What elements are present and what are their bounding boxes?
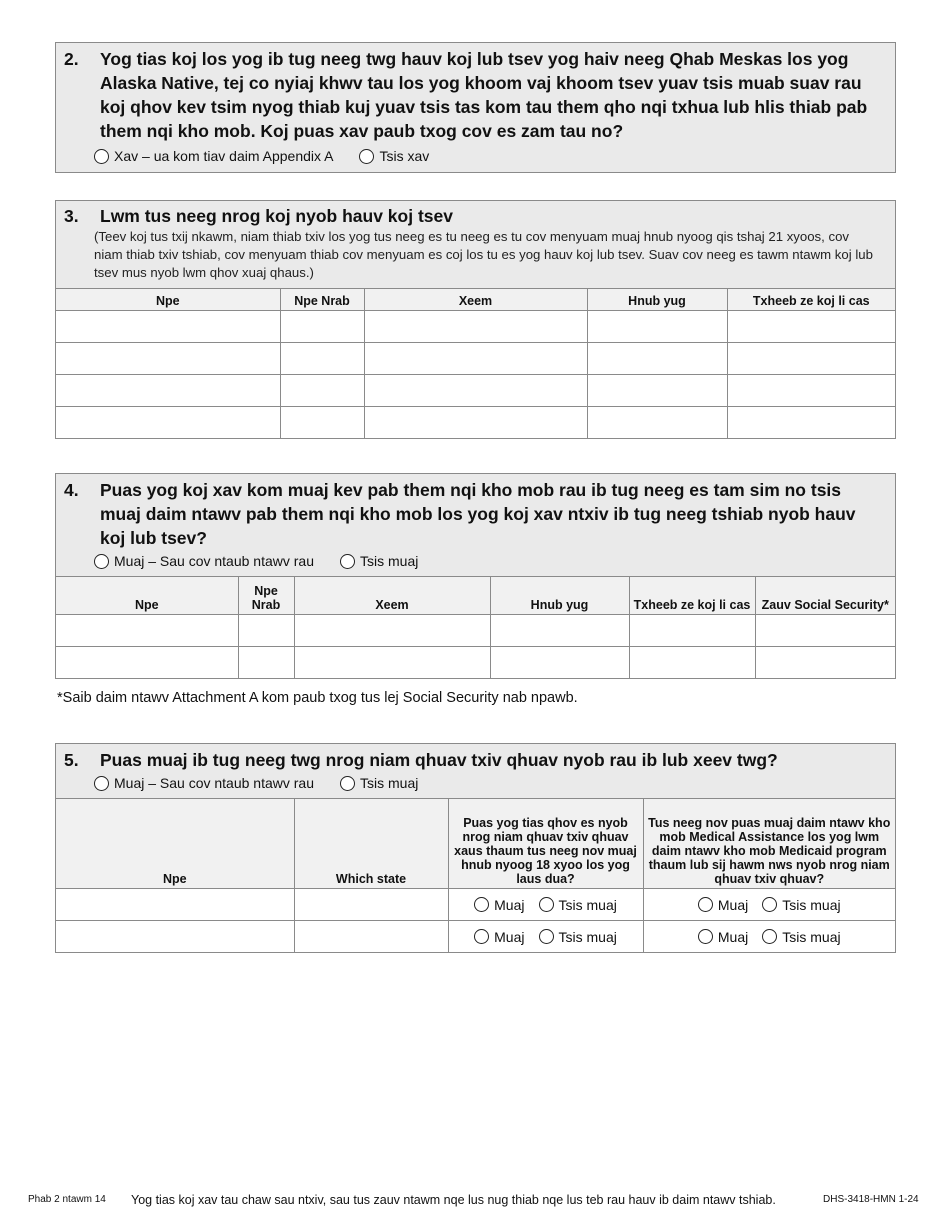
q4-option-yes[interactable] (94, 553, 314, 569)
input-cell[interactable] (587, 407, 727, 439)
radio-button[interactable] (539, 929, 554, 944)
question-2-number: 2. (64, 49, 79, 69)
column-header: Which state (294, 799, 448, 889)
input-cell[interactable] (294, 921, 448, 953)
q4-option-no-label: Tsis muaj (360, 553, 419, 569)
radio-button[interactable] (94, 776, 109, 791)
yes-label: Muaj (494, 928, 525, 945)
question-3-section (55, 200, 896, 439)
foster-care-table (56, 798, 895, 952)
input-cell[interactable] (280, 407, 364, 439)
radio-button[interactable] (340, 554, 355, 569)
radio-button[interactable] (698, 929, 713, 944)
radio-button[interactable] (94, 149, 109, 164)
input-cell[interactable] (490, 615, 629, 647)
yes-label: Muaj (717, 896, 749, 913)
question-2-section (55, 42, 896, 173)
question-3-note: (Teev koj tus txij nkawm, niam thiab txiv los yog tus neeg es tu neeg es tu cov menyuam muaj hnub nyoog qis tshaj 21 xyoos, cov niam thiab txiv tshiab, cov menyuam thiab cov menyuam es coj los tu es yog hauv koj lub tsev. Suav cov neeg es tawm ntawm koj lub tsev mus nyob lwm qhov xuaj qhaus.) (94, 229, 873, 280)
q2-option-no[interactable] (359, 148, 429, 164)
input-cell[interactable] (56, 921, 294, 953)
input-cell[interactable] (727, 343, 895, 375)
table-row (56, 343, 895, 375)
column-header: Hnub yug (587, 289, 727, 311)
input-cell[interactable] (755, 615, 895, 647)
input-cell[interactable] (755, 647, 895, 679)
table-row (56, 311, 895, 343)
question-5-section (55, 743, 896, 953)
input-cell[interactable] (280, 311, 364, 343)
question-4-section (55, 473, 896, 679)
radio-button[interactable] (474, 929, 489, 944)
column-header: Npe (56, 289, 280, 311)
input-cell[interactable] (56, 615, 238, 647)
no-label: Tsis muaj (782, 928, 841, 945)
input-cell[interactable] (56, 647, 238, 679)
input-cell[interactable] (238, 615, 294, 647)
question-2-title: Yog tias koj los yog ib tug neeg twg hauv koj lub tsev yog haiv neeg Qhab Meskas los yog Alaska Native, tej co nyiaj khwv tau los yog khoom vaj khoom tsev yuav tsis muab suav rau koj qhov kev tsim nyog thiab kuj yuav tsis tas kom tau them qho nqi txhua lub hlis thiab pab them nqi kho mob. Koj puas xav paub txog cov es zam tau no? (100, 49, 868, 141)
table-row (56, 921, 895, 953)
input-cell[interactable] (727, 407, 895, 439)
input-cell[interactable] (364, 407, 587, 439)
q2-option-yes[interactable] (94, 148, 333, 164)
input-cell[interactable] (294, 889, 448, 921)
household-members-table (56, 288, 895, 438)
yes-label: Muaj (717, 928, 749, 945)
age18-no-option[interactable] (539, 929, 617, 945)
input-cell[interactable] (294, 615, 490, 647)
input-cell[interactable] (280, 343, 364, 375)
table-row (56, 407, 895, 439)
column-header: Txheeb ze koj li cas (727, 289, 895, 311)
question-5-number: 5. (64, 750, 79, 770)
input-cell[interactable] (727, 311, 895, 343)
q4-option-yes-label: Muaj – Sau cov ntaub ntawv rau (114, 553, 315, 569)
input-cell[interactable] (587, 343, 727, 375)
question-3-title: Lwm tus neeg nrog koj nyob hauv koj tsev (100, 206, 453, 226)
radio-button[interactable] (762, 897, 777, 912)
input-cell[interactable] (56, 889, 294, 921)
input-cell[interactable] (56, 311, 280, 343)
no-label: Tsis muaj (558, 928, 617, 945)
input-cell[interactable] (727, 375, 895, 407)
column-header: Txheeb ze koj li cas (629, 577, 755, 615)
input-cell[interactable] (56, 375, 280, 407)
question-4-number: 4. (64, 480, 79, 500)
form-id: DHS-3418-HMN 1-24 (823, 1194, 919, 1205)
footer-instruction: Yog tias koj xav tau chaw sau ntxiv, sau tus zauv ntawm nqe lus nug thiab nqe lus teb rau hauv ib daim ntawv tshiab. (131, 1193, 776, 1207)
radio-button[interactable] (359, 149, 374, 164)
input-cell[interactable] (629, 647, 755, 679)
q5-option-yes-label: Muaj – Sau cov ntaub ntawv rau (114, 775, 315, 791)
table-row (56, 647, 895, 679)
radio-button[interactable] (698, 897, 713, 912)
column-header: Npe (56, 799, 294, 889)
age18-yes-option[interactable] (474, 929, 524, 945)
column-header: Xeem (364, 289, 587, 311)
age18-yes-option[interactable] (474, 897, 524, 913)
column-header: Npe Nrab (238, 577, 294, 615)
medicaid-yes-option[interactable] (698, 897, 748, 913)
input-cell[interactable] (490, 647, 629, 679)
ssn-footnote: *Saib daim ntawv Attachment A kom paub txog tus lej Social Security nab npawb. (57, 690, 578, 706)
medicaid-yes-option[interactable] (698, 929, 748, 945)
table-row (56, 615, 895, 647)
new-coverage-table (56, 576, 895, 678)
q4-option-no[interactable] (340, 553, 418, 569)
input-cell[interactable] (587, 375, 727, 407)
input-cell[interactable] (294, 647, 490, 679)
column-header: Puas yog tias qhov es nyob nrog niam qhuav txiv qhuav xaus thaum tus neeg nov muaj hnub nyoog 18 xyoo los yog laus dua? (448, 799, 643, 889)
column-header: Npe Nrab (280, 289, 364, 311)
input-cell[interactable] (364, 343, 587, 375)
age18-no-option[interactable] (539, 897, 617, 913)
column-header: Zauv Social Security* (755, 577, 895, 615)
table-row (56, 375, 895, 407)
input-cell[interactable] (364, 311, 587, 343)
input-cell[interactable] (629, 615, 755, 647)
question-5-title: Puas muaj ib tug neeg twg nrog niam qhuav txiv qhuav nyob rau ib lub xeev twg? (100, 750, 778, 770)
input-cell[interactable] (238, 647, 294, 679)
input-cell[interactable] (587, 311, 727, 343)
medicaid-no-option[interactable] (762, 929, 840, 945)
page-number: Phab 2 ntawm 14 (28, 1194, 106, 1205)
column-header: Npe (56, 577, 238, 615)
q5-option-yes[interactable] (94, 775, 314, 791)
table-row (56, 889, 895, 921)
column-header: Xeem (294, 577, 490, 615)
input-cell[interactable] (280, 375, 364, 407)
q2-option-yes-label: Xav – ua kom tiav daim Appendix A (114, 148, 334, 164)
input-cell[interactable] (364, 375, 587, 407)
radio-button[interactable] (94, 554, 109, 569)
column-header: Hnub yug (490, 577, 629, 615)
q5-option-no[interactable] (340, 775, 418, 791)
input-cell[interactable] (56, 343, 280, 375)
question-3-number: 3. (64, 206, 79, 226)
column-header: Tus neeg nov puas muaj daim ntawv kho mob Medical Assistance los yog lwm daim ntawv kho mob Medicaid program thaum lub sij hawm nws nyob nrog niam qhuav txiv qhuav? (643, 799, 895, 889)
input-cell[interactable] (56, 407, 280, 439)
medicaid-no-option[interactable] (762, 897, 840, 913)
q2-option-no-label: Tsis xav (379, 148, 430, 164)
radio-button[interactable] (474, 897, 489, 912)
question-4-title: Puas yog koj xav kom muaj kev pab them nqi kho mob rau ib tug neeg es tam sim no tsis muaj daim ntawv pab them nqi kho mob los yog koj xav ntxiv ib tug neeg tshiab nyob hauv koj lub tsev? (100, 480, 856, 548)
q5-option-no-label: Tsis muaj (360, 775, 419, 791)
yes-label: Muaj (494, 896, 525, 913)
no-label: Tsis muaj (558, 896, 617, 913)
no-label: Tsis muaj (782, 896, 841, 913)
radio-button[interactable] (762, 929, 777, 944)
radio-button[interactable] (340, 776, 355, 791)
radio-button[interactable] (539, 897, 554, 912)
